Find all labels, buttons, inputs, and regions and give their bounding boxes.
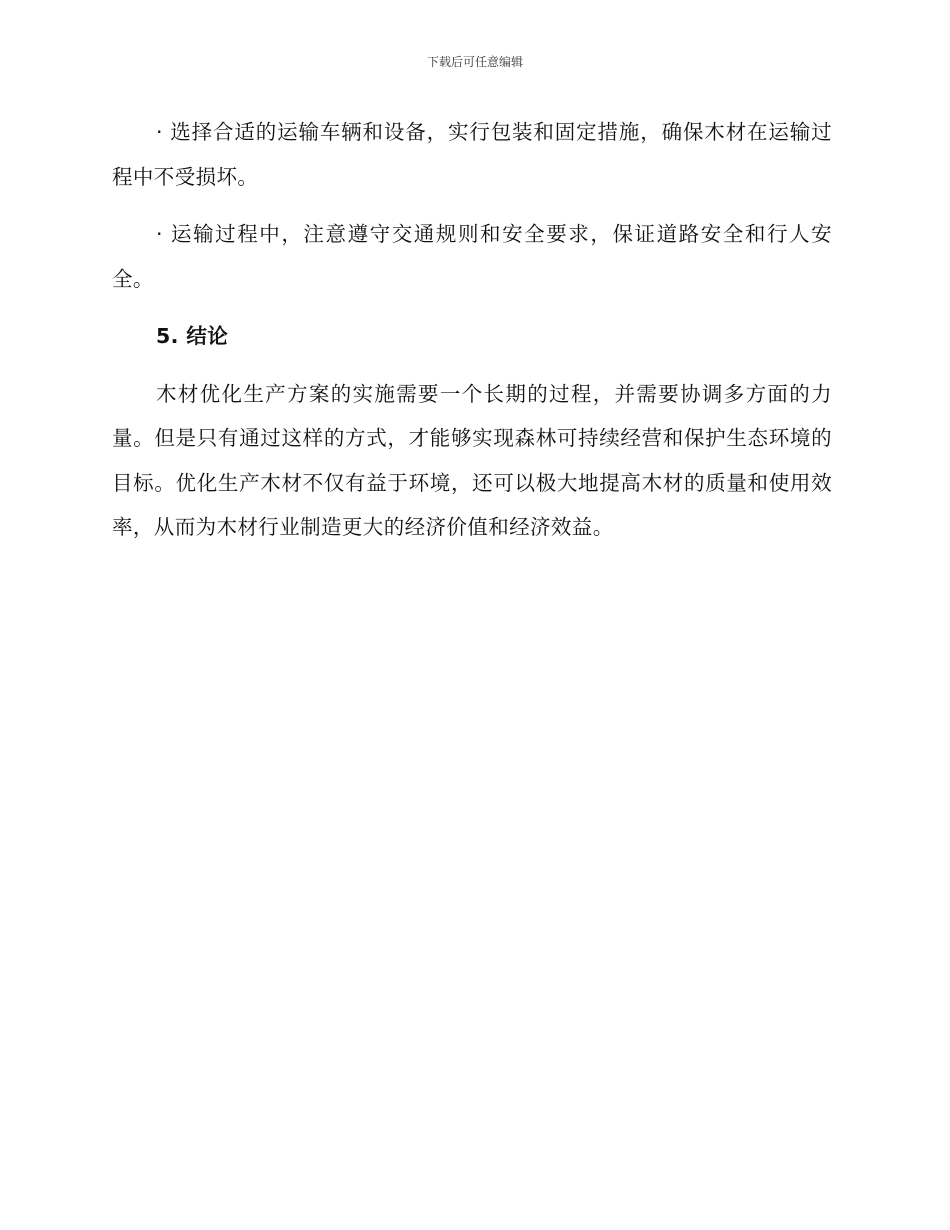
document-body: [112, 110, 832, 563]
page-header: 下载后可任意编辑: [426, 55, 523, 69]
bullet-paragraph-vehicles: · 选择合适的运输车辆和设备，实行包装和固定措施，确保木材在运输过程中不受损坏。: [112, 120, 832, 189]
section-heading-conclusion: 5. 结论: [156, 324, 229, 348]
bullet-paragraph-traffic: · 运输过程中，注意遵守交通规则和安全要求，保证道路安全和行人安全。: [112, 222, 832, 291]
conclusion-paragraph: 木材优化生产方案的实施需要一个长期的过程，并需要协调多方面的力量。但是只有通过这样的方式，才能够实现森林可持续经营和保护生态环境的目标。优化生产木材不仅有益于环境，还可以极大地提高木材的质量和使用效率，从而为木材行业制造更大的经济价值和经济效益。: [112, 381, 832, 539]
